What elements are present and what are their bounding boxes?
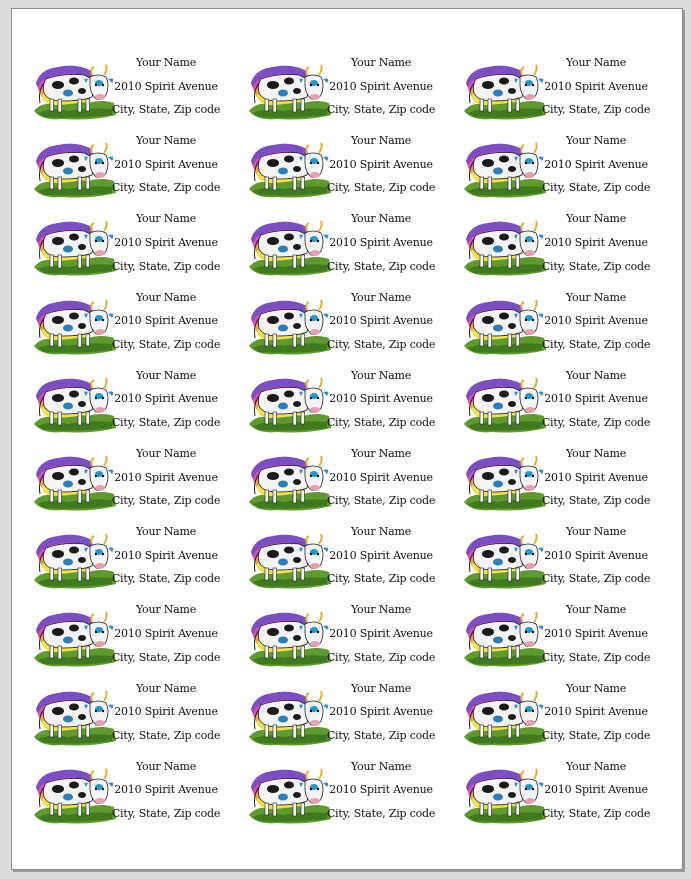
address-block xyxy=(326,679,436,754)
label-street: 2010 Spirit Avenue xyxy=(544,79,648,93)
address-block xyxy=(326,209,436,284)
label-name: Your Name xyxy=(565,446,627,460)
label-street: 2010 Spirit Avenue xyxy=(329,235,433,249)
address-block xyxy=(326,757,436,832)
label-street: 2010 Spirit Avenue xyxy=(329,79,433,93)
address-block xyxy=(111,679,221,754)
label-city: City, State, Zip code xyxy=(541,806,651,820)
address-block xyxy=(111,288,221,363)
label-city: City, State, Zip code xyxy=(541,728,651,742)
address-block xyxy=(111,53,221,128)
label-name: Your Name xyxy=(350,212,412,226)
label-street: 2010 Spirit Avenue xyxy=(544,783,648,797)
label-city: City, State, Zip code xyxy=(541,494,651,508)
label-name: Your Name xyxy=(135,759,197,773)
address-block xyxy=(541,53,651,128)
cow-icon xyxy=(32,450,118,512)
cow-icon xyxy=(462,528,548,590)
address-block xyxy=(326,131,436,206)
label-name: Your Name xyxy=(350,368,412,382)
cow-icon xyxy=(32,215,118,277)
address-label[interactable] xyxy=(462,522,677,600)
label-name: Your Name xyxy=(135,56,197,69)
label-city: City, State, Zip code xyxy=(326,650,436,664)
label-street: 2010 Spirit Avenue xyxy=(114,470,218,484)
cow-icon xyxy=(247,372,333,434)
label-name: Your Name xyxy=(350,134,412,148)
address-block xyxy=(111,757,221,832)
label-name: Your Name xyxy=(350,759,412,773)
label-street: 2010 Spirit Avenue xyxy=(544,392,648,406)
address-block xyxy=(111,366,221,441)
label-name: Your Name xyxy=(565,525,627,539)
label-street: 2010 Spirit Avenue xyxy=(329,783,433,797)
address-label[interactable] xyxy=(462,757,677,835)
cow-icon xyxy=(247,137,333,199)
address-label[interactable] xyxy=(32,522,247,600)
label-name: Your Name xyxy=(350,603,412,617)
address-label[interactable] xyxy=(462,366,677,444)
address-label[interactable] xyxy=(462,131,677,209)
label-street: 2010 Spirit Avenue xyxy=(114,392,218,406)
address-block xyxy=(111,444,221,519)
label-street: 2010 Spirit Avenue xyxy=(544,705,648,719)
label-street: 2010 Spirit Avenue xyxy=(114,783,218,797)
address-block xyxy=(541,209,651,284)
cow-icon xyxy=(247,685,333,747)
cow-icon xyxy=(247,606,333,668)
address-label[interactable] xyxy=(247,366,462,444)
label-street: 2010 Spirit Avenue xyxy=(329,548,433,562)
label-name: Your Name xyxy=(135,134,197,148)
cow-icon xyxy=(247,59,333,121)
label-street: 2010 Spirit Avenue xyxy=(114,548,218,562)
cow-icon xyxy=(247,763,333,825)
label-city: City, State, Zip code xyxy=(111,806,221,820)
label-name: Your Name xyxy=(565,56,627,69)
address-block xyxy=(111,522,221,597)
label-name: Your Name xyxy=(135,681,197,695)
address-label[interactable] xyxy=(247,53,462,131)
address-label[interactable] xyxy=(32,53,247,131)
cow-icon xyxy=(462,215,548,277)
address-label[interactable] xyxy=(247,209,462,287)
label-city: City, State, Zip code xyxy=(541,181,651,195)
address-label[interactable] xyxy=(32,757,247,835)
address-block xyxy=(111,600,221,675)
label-name: Your Name xyxy=(565,759,627,773)
label-city: City, State, Zip code xyxy=(541,415,651,429)
address-block xyxy=(541,131,651,206)
label-name: Your Name xyxy=(350,56,412,69)
label-city: City, State, Zip code xyxy=(326,415,436,429)
address-label[interactable] xyxy=(32,288,247,366)
label-street: 2010 Spirit Avenue xyxy=(114,626,218,640)
address-block xyxy=(326,444,436,519)
address-label[interactable] xyxy=(32,679,247,757)
label-name: Your Name xyxy=(565,134,627,148)
label-name: Your Name xyxy=(135,525,197,539)
address-label[interactable] xyxy=(32,131,247,209)
label-name: Your Name xyxy=(350,525,412,539)
cow-icon xyxy=(247,450,333,512)
cow-icon xyxy=(247,294,333,356)
label-name: Your Name xyxy=(565,212,627,226)
label-name: Your Name xyxy=(350,681,412,695)
label-city: City, State, Zip code xyxy=(326,259,436,273)
address-block xyxy=(541,444,651,519)
address-label[interactable] xyxy=(247,757,462,835)
address-label[interactable] xyxy=(32,209,247,287)
address-label[interactable] xyxy=(32,444,247,522)
label-city: City, State, Zip code xyxy=(111,494,221,508)
label-city: City, State, Zip code xyxy=(326,103,436,117)
label-city: City, State, Zip code xyxy=(541,103,651,117)
label-name: Your Name xyxy=(565,681,627,695)
label-street: 2010 Spirit Avenue xyxy=(544,235,648,249)
address-block xyxy=(541,600,651,675)
label-street: 2010 Spirit Avenue xyxy=(329,705,433,719)
label-city: City, State, Zip code xyxy=(541,572,651,586)
label-city: City, State, Zip code xyxy=(111,259,221,273)
cow-icon xyxy=(462,763,548,825)
cow-icon xyxy=(462,450,548,512)
label-city: City, State, Zip code xyxy=(111,572,221,586)
address-block xyxy=(111,131,221,206)
cow-icon xyxy=(462,372,548,434)
address-block xyxy=(541,679,651,754)
label-street: 2010 Spirit Avenue xyxy=(114,79,218,93)
address-label[interactable] xyxy=(247,600,462,678)
cow-icon xyxy=(32,294,118,356)
address-block xyxy=(326,600,436,675)
cow-icon xyxy=(247,215,333,277)
cow-icon xyxy=(462,685,548,747)
label-city: City, State, Zip code xyxy=(326,728,436,742)
label-street: 2010 Spirit Avenue xyxy=(329,157,433,171)
address-block xyxy=(326,53,436,128)
cow-icon xyxy=(32,606,118,668)
address-block xyxy=(326,366,436,441)
label-city: City, State, Zip code xyxy=(111,415,221,429)
address-label[interactable] xyxy=(247,444,462,522)
address-label[interactable] xyxy=(247,522,462,600)
label-street: 2010 Spirit Avenue xyxy=(114,235,218,249)
address-block xyxy=(326,288,436,363)
label-street: 2010 Spirit Avenue xyxy=(329,626,433,640)
address-label[interactable] xyxy=(32,600,247,678)
label-city: City, State, Zip code xyxy=(111,728,221,742)
cow-icon xyxy=(32,763,118,825)
address-block xyxy=(111,209,221,284)
cow-icon xyxy=(32,59,118,121)
label-name: Your Name xyxy=(135,290,197,304)
address-label[interactable] xyxy=(247,679,462,757)
address-label[interactable] xyxy=(462,679,677,757)
label-street: 2010 Spirit Avenue xyxy=(544,470,648,484)
label-city: City, State, Zip code xyxy=(326,337,436,351)
label-street: 2010 Spirit Avenue xyxy=(544,157,648,171)
cow-icon xyxy=(32,372,118,434)
label-street: 2010 Spirit Avenue xyxy=(329,392,433,406)
label-street: 2010 Spirit Avenue xyxy=(114,705,218,719)
label-name: Your Name xyxy=(565,603,627,617)
cow-icon xyxy=(247,528,333,590)
label-name: Your Name xyxy=(135,603,197,617)
label-city: City, State, Zip code xyxy=(541,259,651,273)
label-grid xyxy=(32,53,677,835)
address-label[interactable] xyxy=(462,444,677,522)
address-label[interactable] xyxy=(462,288,677,366)
address-label[interactable] xyxy=(462,600,677,678)
address-label[interactable] xyxy=(462,209,677,287)
cow-icon xyxy=(32,528,118,590)
address-block xyxy=(541,366,651,441)
label-name: Your Name xyxy=(135,446,197,460)
address-block xyxy=(541,522,651,597)
address-block xyxy=(541,757,651,832)
label-sheet-page xyxy=(11,8,683,870)
address-block xyxy=(541,288,651,363)
address-label[interactable] xyxy=(462,53,677,131)
address-label[interactable] xyxy=(247,131,462,209)
label-city: City, State, Zip code xyxy=(541,650,651,664)
label-street: 2010 Spirit Avenue xyxy=(114,157,218,171)
cow-icon xyxy=(462,59,548,121)
cow-icon xyxy=(462,294,548,356)
label-city: City, State, Zip code xyxy=(326,181,436,195)
label-name: Your Name xyxy=(350,290,412,304)
label-city: City, State, Zip code xyxy=(111,650,221,664)
label-name: Your Name xyxy=(135,368,197,382)
label-name: Your Name xyxy=(350,446,412,460)
label-city: City, State, Zip code xyxy=(111,181,221,195)
label-city: City, State, Zip code xyxy=(326,806,436,820)
label-city: City, State, Zip code xyxy=(541,337,651,351)
label-city: City, State, Zip code xyxy=(111,103,221,117)
label-name: Your Name xyxy=(565,368,627,382)
label-city: City, State, Zip code xyxy=(326,494,436,508)
label-name: Your Name xyxy=(565,290,627,304)
label-street: 2010 Spirit Avenue xyxy=(329,314,433,328)
label-name: Your Name xyxy=(135,212,197,226)
cow-icon xyxy=(462,137,548,199)
address-label[interactable] xyxy=(32,366,247,444)
address-label[interactable] xyxy=(247,288,462,366)
cow-icon xyxy=(462,606,548,668)
label-street: 2010 Spirit Avenue xyxy=(114,314,218,328)
label-street: 2010 Spirit Avenue xyxy=(544,314,648,328)
label-street: 2010 Spirit Avenue xyxy=(544,548,648,562)
label-street: 2010 Spirit Avenue xyxy=(329,470,433,484)
address-block xyxy=(326,522,436,597)
label-city: City, State, Zip code xyxy=(111,337,221,351)
label-city: City, State, Zip code xyxy=(326,572,436,586)
label-street: 2010 Spirit Avenue xyxy=(544,626,648,640)
cow-icon xyxy=(32,685,118,747)
cow-icon xyxy=(32,137,118,199)
